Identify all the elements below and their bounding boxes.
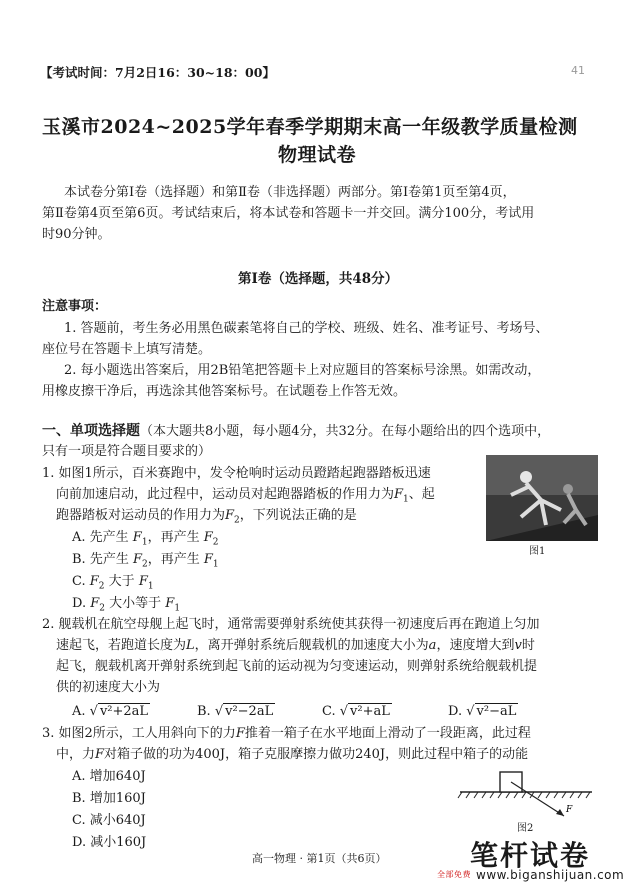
q2-option-a: A. √ v²+2aL bbox=[72, 704, 149, 719]
intro-line2: 第Ⅱ卷第4页至第6页。考试结束后，将本试卷和答题卡一并交回。满分100分，考试用 bbox=[42, 206, 535, 221]
q3-var-f1: F bbox=[235, 726, 245, 741]
corner-mark: 41 bbox=[571, 64, 585, 77]
fig1-sky bbox=[486, 455, 598, 495]
figure1-label: 图1 bbox=[529, 546, 546, 557]
page-footer: 高一物理 · 第1页（共6页） bbox=[252, 852, 387, 865]
q1-opt-b-f2: F bbox=[132, 552, 142, 567]
intro-line3: 时90分钟。 bbox=[42, 227, 111, 242]
q1-opt-c-sub1: 1 bbox=[147, 581, 154, 592]
exam-time: 【考试时间：7月2日16：30~18：00】 bbox=[40, 65, 275, 80]
q3-option-c: C. 减小640J bbox=[72, 813, 146, 828]
q1-opt-a-sub1: 1 bbox=[141, 537, 148, 548]
q1-sub-2: 2 bbox=[234, 515, 240, 526]
q1-opt-c-f1: F bbox=[138, 574, 148, 589]
watermark-url: www.biganshijuan.com bbox=[476, 868, 625, 882]
q2-opt-c-label: C. bbox=[322, 704, 336, 719]
q2-var-a: a bbox=[428, 638, 437, 653]
q1-opt-b-text2: ，再产生 bbox=[147, 552, 200, 567]
q2-line3: 起飞，舰载机离开弹射系统到起飞前的运动视为匀变速运动，则弹射系统给舰载机提 bbox=[56, 659, 538, 674]
q3-var-f2: F bbox=[95, 747, 105, 762]
q2-text-d: 时 bbox=[521, 638, 535, 653]
q2-opt-b-label: B. bbox=[197, 704, 211, 719]
q2-text-a: 速起飞，若跑道长度为 bbox=[56, 638, 187, 653]
q1-opt-d-f2: F bbox=[90, 596, 100, 611]
section1-desc-b: 只有一项是符合题目要求的） bbox=[42, 444, 212, 459]
q1-opt-a-f2: F bbox=[203, 530, 213, 545]
part1-heading: 第Ⅰ卷（选择题，共48分） bbox=[238, 271, 399, 287]
watermark-small: 全部免费 bbox=[437, 870, 471, 879]
q3-option-a: A. 增加640J bbox=[72, 769, 146, 784]
q1-opt-a-f1: F bbox=[132, 530, 142, 545]
notice-line4: 用橡皮擦干净后，再选涂其他答案标号。在试题卷上作答无效。 bbox=[42, 384, 407, 399]
q1-opt-b-text1: B. 先产生 bbox=[72, 552, 129, 567]
q3-line1 bbox=[42, 723, 531, 745]
notice-line1: 1. 答题前，考生务必用黑色碳素笔将自己的学校、班级、姓名、准考证号、考场号、 bbox=[64, 321, 549, 336]
q2-var-l: L bbox=[186, 638, 195, 653]
q3-text-d: 对箱子做的功为400J，箱子克服摩擦力做功240J，则此过程中箱子的动能 bbox=[104, 747, 529, 762]
fig1-runner-head bbox=[520, 471, 532, 483]
q1-opt-b-sub1: 1 bbox=[212, 559, 219, 570]
title-line1: 玉溪市2024~2025学年春季学期期末高一年级教学质量检测 bbox=[42, 116, 578, 138]
q1-text-d: ，下列说法正确的是 bbox=[239, 508, 357, 523]
q1-opt-d-sub1: 1 bbox=[174, 603, 181, 614]
q1-text-c: 跑器踏板对运动员的作用力为 bbox=[56, 508, 226, 523]
q2-line4: 供的初速度大小为 bbox=[56, 680, 161, 695]
q1-opt-b-f1: F bbox=[203, 552, 213, 567]
q1-opt-d-sub2: 2 bbox=[99, 603, 105, 614]
q1-opt-c-f2: F bbox=[89, 574, 99, 589]
q3-text-a: 3. 如图2所示，工人用斜向下的力 bbox=[42, 726, 236, 741]
q2-var-v: v bbox=[514, 638, 522, 653]
q2-text-c: ，速度增大到 bbox=[436, 638, 515, 653]
fig2-ground-hatch bbox=[458, 792, 590, 798]
q1-text-b: 、起 bbox=[408, 487, 435, 502]
notice-line3: 2. 每小题选出答案后，用2B铅笔把答题卡上对应题目的答案标号涂黑。如需改动， bbox=[64, 363, 541, 378]
q2-text-b: ，离开弹射系统后舰载机的加速度大小为 bbox=[194, 638, 429, 653]
q3-text-b: 推着一箱子在水平地面上滑动了一段距离，此过程 bbox=[244, 726, 531, 741]
section1-desc-a: （本大题共8小题，每小题4分，共32分。在每小题给出的四个选项中， bbox=[140, 424, 551, 439]
title-line2: 物理试卷 bbox=[278, 144, 357, 166]
q3-option-d: D. 减小160J bbox=[72, 835, 147, 850]
q3-text-c: 中，力 bbox=[56, 747, 96, 762]
q1-opt-c-label: C. bbox=[72, 574, 86, 589]
section1-title: 一、单项选择题 bbox=[42, 423, 140, 439]
fig2-force-label: F bbox=[566, 805, 573, 815]
q2-opt-d-label: D. bbox=[448, 704, 463, 719]
q2-opt-d-expr: v²−aL bbox=[476, 704, 517, 719]
q1-opt-d-f1: F bbox=[165, 596, 175, 611]
figure2-box-diagram bbox=[452, 760, 602, 822]
fig1-runner2-head bbox=[563, 484, 573, 494]
intro-line1: 本试卷分第Ⅰ卷（选择题）和第Ⅱ卷（非选择题）两部分。第Ⅰ卷第1页至第4页， bbox=[64, 185, 516, 200]
notice-line2: 座位号在答题卡上填写清楚。 bbox=[42, 342, 212, 357]
fig2-force-arrow bbox=[511, 782, 564, 816]
notice-heading: 注意事项： bbox=[42, 299, 108, 314]
watermark-brand: 笔杆试卷 bbox=[470, 839, 591, 872]
q2-option-d: D. √ v²−aL bbox=[448, 704, 517, 719]
q2-opt-c-expr: v²+aL bbox=[350, 704, 390, 719]
q2-line2 bbox=[56, 635, 535, 657]
q2-option-c: C. √ v²+aL bbox=[322, 704, 390, 719]
q1-sub-1: 1 bbox=[403, 494, 409, 505]
figure1-sprinter-photo bbox=[486, 455, 598, 541]
q2-opt-a-label: A. bbox=[72, 704, 86, 719]
q1-var-f2: F bbox=[225, 508, 235, 523]
q3-option-b: B. 增加160J bbox=[72, 791, 146, 806]
q2-line1: 2. 舰载机在航空母舰上起飞时，通常需要弹射系统使其获得一初速度后再在跑道上匀加 bbox=[42, 617, 540, 632]
q2-opt-b-expr: v²−2aL bbox=[225, 704, 274, 719]
q1-line1: 1. 如图1所示，百米赛跑中，发令枪响时运动员蹬踏起跑器踏板迅速 bbox=[42, 466, 431, 481]
figure2-label: 图2 bbox=[517, 823, 534, 834]
q2-opt-a-expr: v²+2aL bbox=[99, 704, 149, 719]
q1-opt-d-label: D. bbox=[72, 596, 87, 611]
q1-opt-c-sub2: 2 bbox=[98, 581, 105, 592]
q1-text-a: 向前加速启动，此过程中，运动员对起跑器踏板的作用力为 bbox=[56, 487, 395, 502]
q1-opt-a-text2: ，再产生 bbox=[147, 530, 200, 545]
q1-opt-d-text: 大小等于 bbox=[109, 596, 162, 611]
q1-opt-c-text: 大于 bbox=[108, 574, 135, 589]
q1-opt-a-text1: A. 先产生 bbox=[72, 530, 129, 545]
q1-opt-b-sub2: 2 bbox=[142, 559, 148, 570]
fig2-arrowhead bbox=[556, 809, 564, 816]
q2-option-b: B. √ v²−2aL bbox=[197, 704, 274, 719]
q1-var-f1: F bbox=[394, 487, 404, 502]
q1-opt-a-sub2: 2 bbox=[212, 537, 219, 548]
section1-header bbox=[42, 420, 550, 443]
